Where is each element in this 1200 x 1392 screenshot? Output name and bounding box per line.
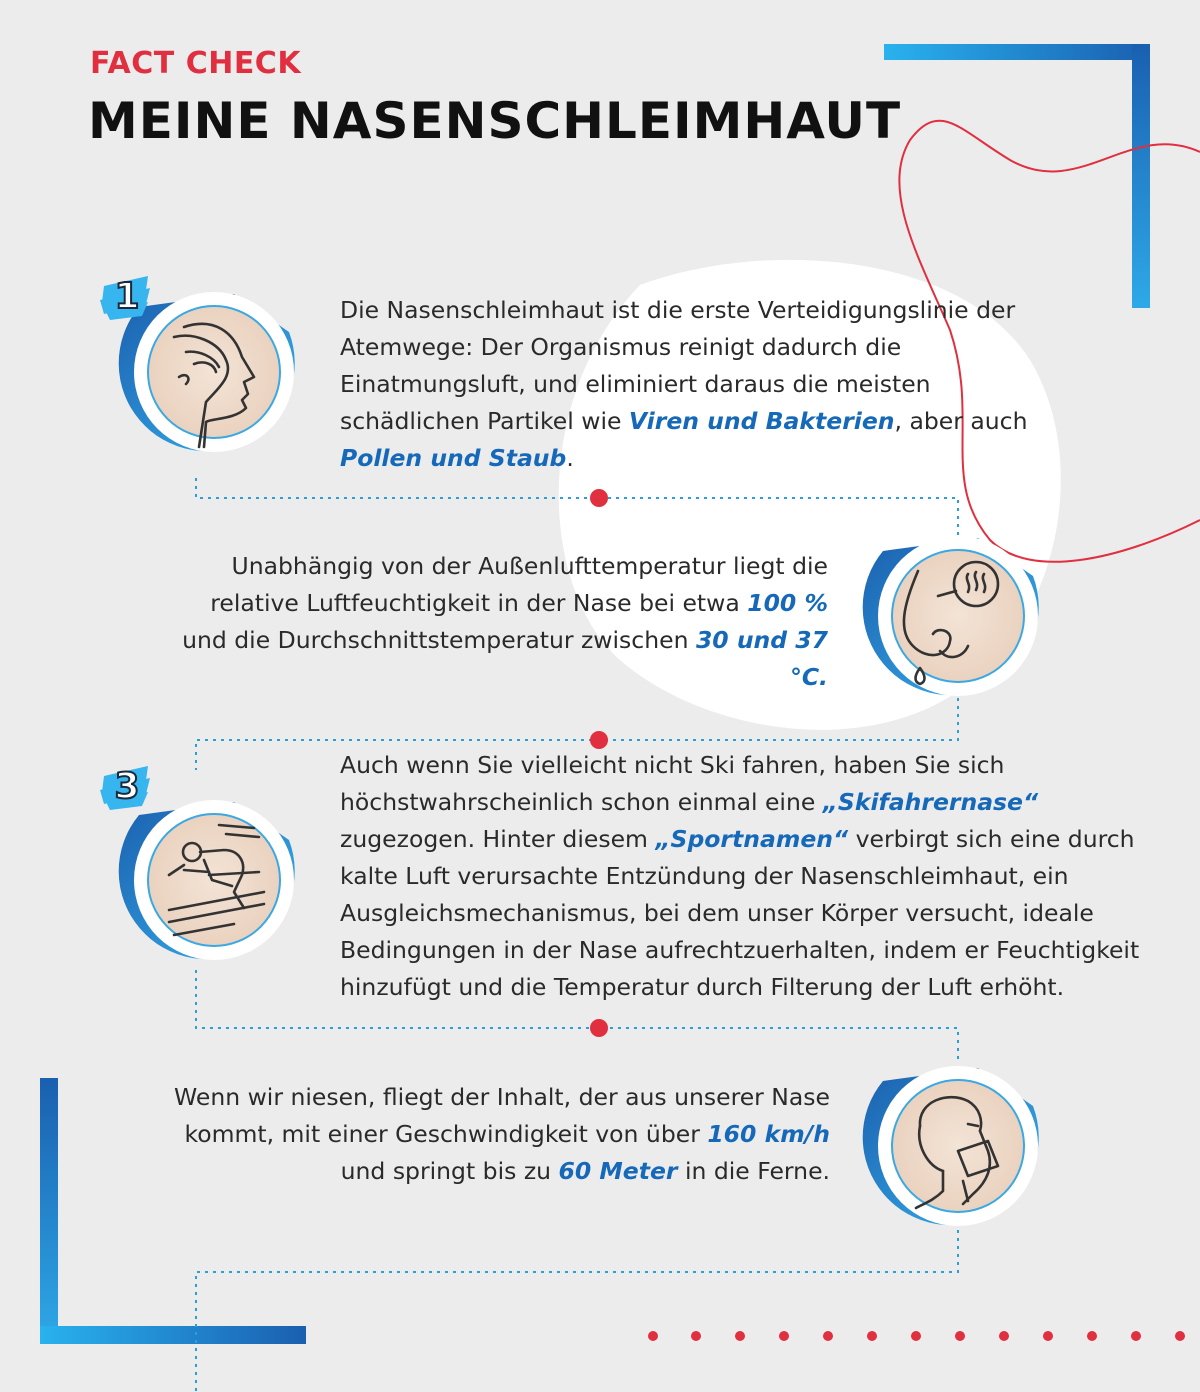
- fact-3-text-b: zugezogen. Hinter diesem: [340, 825, 656, 853]
- fact-1-text-b: , aber auch: [894, 407, 1028, 435]
- fact-2-text: [170, 548, 828, 696]
- number-badge-1: 1: [114, 276, 140, 317]
- fact-2-text-b: und die Durchschnittstemperatur zwischen: [182, 626, 696, 654]
- top-right-bracket-h: [884, 44, 1150, 60]
- bottom-red-dots: [648, 1331, 1185, 1341]
- fact-3-text-a: Auch wenn Sie vielleicht nicht Ski fahren, haben Sie sich höchstwahrscheinlich schon einmal eine: [340, 751, 1005, 816]
- sneezing-person-icon: [863, 1066, 1039, 1226]
- fact-1-highlight-viruses: Viren und Bakterien: [628, 407, 895, 435]
- bottom-left-bracket-v: [40, 1078, 58, 1344]
- fact-4-text-c: in die Ferne.: [677, 1157, 830, 1185]
- fact-1-highlight-pollen: Pollen und Staub: [340, 444, 567, 472]
- fact-2-highlight-temperature: 30 und 37 °C.: [695, 626, 828, 691]
- fact-1-text-a: Die Nasenschleimhaut ist die erste Verteidigungslinie der Atemwege: Der Organismus reinigt dadurch die Einatmungsluft, und eliminiert daraus die meisten schädlichen Partikel wie: [340, 296, 1016, 435]
- connector-dot-3: [590, 1019, 608, 1037]
- fact-2-highlight-humidity: 100 %: [747, 589, 828, 617]
- fact-4-text: [160, 1079, 830, 1190]
- fact-3-text-c: verbirgt sich eine durch kalte Luft verursachte Entzündung der Nasenschleimhaut, ein Ausgleichsmechanismus, bei dem unser Körper versucht, ideale Bedingungen in der Nase aufrechtzuerhalten, indem er Feuchtigkeit hinzufügt und die Temperatur durch Filterung der Luft erhöht.: [340, 825, 1140, 1001]
- top-right-bracket-v: [1132, 44, 1150, 308]
- fact-check-kicker: FACT CHECK: [90, 46, 302, 81]
- number-badge-3: 3: [114, 766, 140, 807]
- head-profile-icon: [119, 292, 295, 452]
- bottom-left-bracket-h: [40, 1326, 306, 1344]
- skier-icon: [119, 800, 295, 960]
- fact-3-highlight-sportnamen: „Sportnamen“: [655, 825, 849, 853]
- fact-4-highlight-speed: 160 km/h: [707, 1120, 830, 1148]
- fact-3-text: [340, 747, 1180, 1006]
- fact-1-text-c: .: [566, 444, 574, 472]
- fact-1-text: [340, 292, 1040, 477]
- fact-4-text-b: und springt bis zu: [340, 1157, 559, 1185]
- fact-3-highlight-skifahrernase: „Skifahrernase“: [822, 788, 1039, 816]
- page-title: MEINE NASENSCHLEIMHAUT: [88, 92, 902, 150]
- fact-4-text-a: Wenn wir niesen, fliegt der Inhalt, der aus unserer Nase kommt, mit einer Geschwindigkeit von über: [174, 1083, 830, 1148]
- connector-dot-1: [590, 489, 608, 507]
- fact-4-highlight-distance: 60 Meter: [558, 1157, 678, 1185]
- fact-2-text-a: Unabhängig von der Außenlufttemperatur liegt die relative Luftfeuchtigkeit in der Nase bei etwa: [210, 552, 828, 617]
